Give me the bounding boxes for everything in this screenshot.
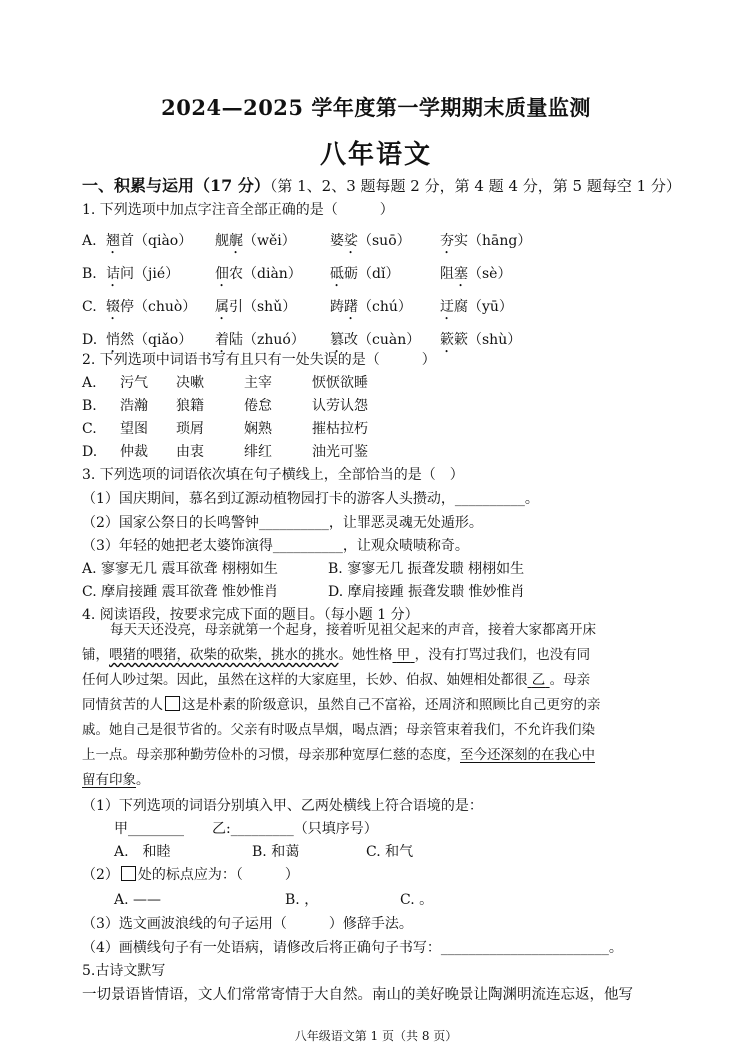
q3-option: C. 摩肩接踵 震耳欲聋 惟妙惟肖 xyxy=(82,584,279,600)
q2-option-word: 恹恹欲睡 xyxy=(312,375,368,391)
q2-stem: 2. 下列选项中词语书写有且只有一处失误的是（ ） xyxy=(82,352,436,368)
q1-option-item: 阻塞（sè） xyxy=(440,266,512,282)
q3-sentence: （2）国家公祭日的长鸣警钟__________，让罪恶灵魂无处遁形。 xyxy=(82,515,483,531)
q2-option-label: D. xyxy=(82,444,98,460)
q2-option-word: 油光可鉴 xyxy=(312,444,368,460)
passage-line: 铺，喂猪的喂猪，砍柴的砍柴，挑水的挑水。她性格 甲 ，没有打骂过我们，也没有同 xyxy=(82,647,591,663)
q1-option-item: 悄然（qiǎo） xyxy=(106,332,193,348)
passage-line: 戚。她自己是很节省的。父亲有时吸点旱烟，喝点酒；母亲管束着我们，不允许我们染 xyxy=(82,722,595,738)
q3-option: A. 寥寥无几 震耳欲聋 栩栩如生 xyxy=(82,561,278,577)
q1-option-item: 佃农（diàn） xyxy=(215,266,302,282)
q1-stem: 1. 下列选项中加点字注音全部正确的是（ ） xyxy=(82,202,394,218)
underlined-sentence: 至今还深刻的在我心中 xyxy=(460,747,595,763)
passage-line: 每天天还没亮，母亲就第一个起身，接着听见祖父起来的声音，接着大家都离开床 xyxy=(110,622,596,638)
passage-line: 上一点。母亲那种勤劳俭朴的习惯，母亲那种宽厚仁慈的态度，至今还深刻的在我心中 xyxy=(82,747,595,763)
q2-option-word: 主宰 xyxy=(244,375,272,391)
q4-sub1: （1）下列选项的词语分别填入甲、乙两处横线上符合语境的是： xyxy=(82,798,483,814)
q2-option-word: 望图 xyxy=(120,421,148,437)
q3-sentence: （1）国庆期间，慕名到辽源动植物园打卡的游客人头攒动，__________。 xyxy=(82,491,539,507)
q5-text: 一切景语皆情语，文人们常常寄情于大自然。南山的美好晚景让陶渊明流连忘返，他写 xyxy=(82,987,633,1003)
q1-option-label: D. xyxy=(82,332,98,348)
q2-option-word: 绯红 xyxy=(244,444,272,460)
q4-sub1-fill: 甲________ 乙:_________（只填序号） xyxy=(114,821,378,837)
q4-sub2-option: C. 。 xyxy=(400,892,434,908)
q3-option: B. 寥寥无几 振聋发聩 栩栩如生 xyxy=(328,561,525,577)
q2-option-word: 仲裁 xyxy=(120,444,148,460)
underlined-sentence: 留有印象 xyxy=(82,772,136,788)
blank-yi: 乙 xyxy=(531,672,546,688)
section-heading xyxy=(82,176,681,196)
q1-option-item: 舰艉（wěi） xyxy=(215,233,296,249)
q1-option-label: B. xyxy=(82,266,97,282)
blank-jia: 甲 xyxy=(396,647,411,663)
q3-stem: 3. 下列选项的词语依次填在句子横线上，全部恰当的是（ ） xyxy=(82,467,464,483)
q2-option-word: 决嗽 xyxy=(176,375,204,391)
q1-option-item: 迂腐（yū） xyxy=(440,299,513,315)
q1-option-item: 踌躇（chú） xyxy=(330,299,412,315)
passage-line: 同情贫苦的人 这是朴素的阶级意识，虽然自己不富裕，还周济和照顾比自己更穷的亲 xyxy=(82,697,601,713)
q1-option-item: 翘首（qiào） xyxy=(106,233,193,249)
q1-option-item: 砥砺（dǐ） xyxy=(330,266,400,282)
q4-sub3: （3）选文画波浪线的句子运用（ ）修辞手法。 xyxy=(82,916,413,932)
q2-option-word: 琐屑 xyxy=(176,421,204,437)
q2-option-word: 娴熟 xyxy=(244,421,272,437)
punctuation-box xyxy=(121,866,136,881)
exam-subject: 八年语文 xyxy=(319,140,432,170)
page-footer: 八年级语文第 1 页（共 8 页） xyxy=(294,1029,458,1043)
passage-line: 留有印象。 xyxy=(82,772,150,788)
q2-option-word: 由衷 xyxy=(176,444,204,460)
section-note: （第 1、2、3 题每题 2 分，第 4 题 4 分，第 5 题每空 1 分） xyxy=(269,177,681,195)
q1-option-item: 着陆（zhuó） xyxy=(215,332,305,348)
q1-option-item: 夯实（hāng） xyxy=(440,233,532,249)
q2-option-word: 狼籍 xyxy=(176,398,204,414)
q4-sub2-option: B. ， xyxy=(285,892,319,908)
exam-title: 2024—2025 学年度第一学期期末质量监测 xyxy=(161,95,591,120)
q1-option-label: A. xyxy=(82,233,97,249)
q2-option-label: C. xyxy=(82,421,97,437)
q4-sub2-option: A. —— xyxy=(114,892,162,908)
q1-option-item: 诘问（jié） xyxy=(106,266,180,282)
q4-sub1-option: C. 和气 xyxy=(366,844,414,860)
q1-option-item: 属引（shǔ） xyxy=(215,299,297,315)
q2-option-word: 认劳认怨 xyxy=(312,398,368,414)
q4-sub2: （2） 处的标点应为：（ ） xyxy=(82,867,299,883)
q4-sub1-option: B. 和蔼 xyxy=(252,844,300,860)
q2-option-word: 浩瀚 xyxy=(120,398,148,414)
q3-sentence: （3）年轻的她把老太婆饰演得__________，让观众啧啧称奇。 xyxy=(82,538,469,554)
q2-option-word: 污气 xyxy=(120,375,148,391)
q2-option-word: 倦怠 xyxy=(244,398,272,414)
q2-option-label: B. xyxy=(82,398,97,414)
q4-sub4: （4）画横线句子有一处语病，请修改后将正确句子书写：________________________。 xyxy=(82,940,623,956)
punctuation-box xyxy=(165,696,180,711)
q1-option-label: C. xyxy=(82,299,97,315)
q1-option-item: 辍停（chuò） xyxy=(106,299,197,315)
passage-line: 任何人吵过架。因此，虽然在这样的大家庭里，长妙、伯叔、妯娌相处都很 乙 。母亲 xyxy=(82,672,591,688)
q4-sub1-option: A. 和睦 xyxy=(114,844,171,860)
q3-option: D. 摩肩接踵 振聋发聩 惟妙惟肖 xyxy=(328,584,525,600)
q1-option-item: 婆娑（suō） xyxy=(330,233,411,249)
q2-option-label: A. xyxy=(82,375,97,391)
q5-stem: 5.古诗文默写 xyxy=(82,963,166,979)
q1-option-item: 簌簌（shù） xyxy=(440,332,522,348)
q2-option-word: 摧枯拉朽 xyxy=(312,421,368,437)
q1-option-item: 篡改（cuàn） xyxy=(330,332,421,348)
section-title: 一、积累与运用（17 分） xyxy=(82,176,270,195)
wavy-underlined-sentence: 喂猪的喂猪，砍柴的砍柴，挑水的挑水 xyxy=(109,647,339,663)
q4-stem: 4. 阅读语段，按要求完成下面的题目。（每小题 1 分） xyxy=(82,607,419,623)
